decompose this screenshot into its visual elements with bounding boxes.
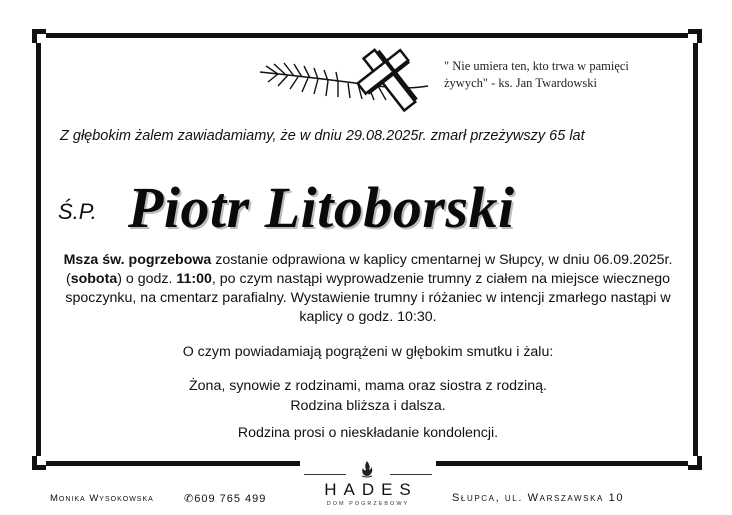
family-list [56, 376, 680, 416]
mass-label: Msza św. pogrzebowa [63, 252, 212, 268]
flame-icon [358, 460, 376, 478]
frame-corner [32, 29, 46, 43]
logo-brand: HADES [324, 480, 418, 499]
ceremony-text-3: , po czym nastąpi wyprowadzenie trumny z ciałem na miejsce wiecznego spoczynku, na cmentarz parafialny. Wystawienie trumny i różaniec w intencji zmarłego nastąpi w kaplicy o godz. 10:30. [65, 271, 671, 325]
frame-corner [688, 29, 702, 43]
family-line-1: Żona, synowie z rodzinami, mama oraz siostra z rodziną. [189, 378, 547, 394]
death-date: 29.08.2025 [345, 128, 419, 144]
frame-corner [32, 456, 46, 470]
ceremony-day: sobota [70, 271, 118, 287]
contact-name: Monika Wysokowska [50, 493, 154, 504]
deceased-name-row [58, 176, 698, 240]
deceased-name: Piotr Litoborski [128, 175, 515, 240]
intro-suffix: r. zmarł przeżywszy 65 lat [418, 128, 585, 144]
mourners-intro: O czym powiadamiają pogrążeni w głębokim smutku i żalu: [182, 344, 554, 360]
logo-subtitle: DOM POGRZEBOWY [326, 501, 410, 507]
address: Słupca, ul. Warszawska 10 [452, 492, 625, 504]
ceremony-text-2: ) o godz. [117, 271, 177, 287]
quote [444, 58, 684, 92]
honorific: Ś.P. [58, 199, 97, 224]
ceremony-time: 11:00 [176, 271, 212, 287]
frame-corner [688, 456, 702, 470]
ceremony-text-1: zostanie odprawiona w kaplicy cmentarnej w Słupcy, w dniu 06.09.2025r. ( [65, 252, 673, 287]
announcement-intro [60, 128, 680, 144]
ceremony-details [56, 251, 680, 327]
condolence-request: Rodzina prosi o nieskładanie kondolencji. [237, 425, 499, 441]
intro-prefix: Z głębokim żalem zawiadamiamy, że w dniu [60, 128, 346, 144]
hades-logo [300, 456, 436, 512]
logo-line-right [390, 474, 432, 475]
logo-line-left [304, 474, 346, 475]
quote-line-1: " Nie umiera ten, kto trwa w pamięci [444, 59, 629, 73]
cross-with-palm-icon [258, 42, 438, 122]
quote-line-2: żywych" - ks. Jan Twardowski [444, 76, 597, 90]
contact-phone: ✆609 765 499 [184, 493, 267, 505]
family-line-2: Rodzina bliższa i dalsza. [290, 398, 446, 414]
